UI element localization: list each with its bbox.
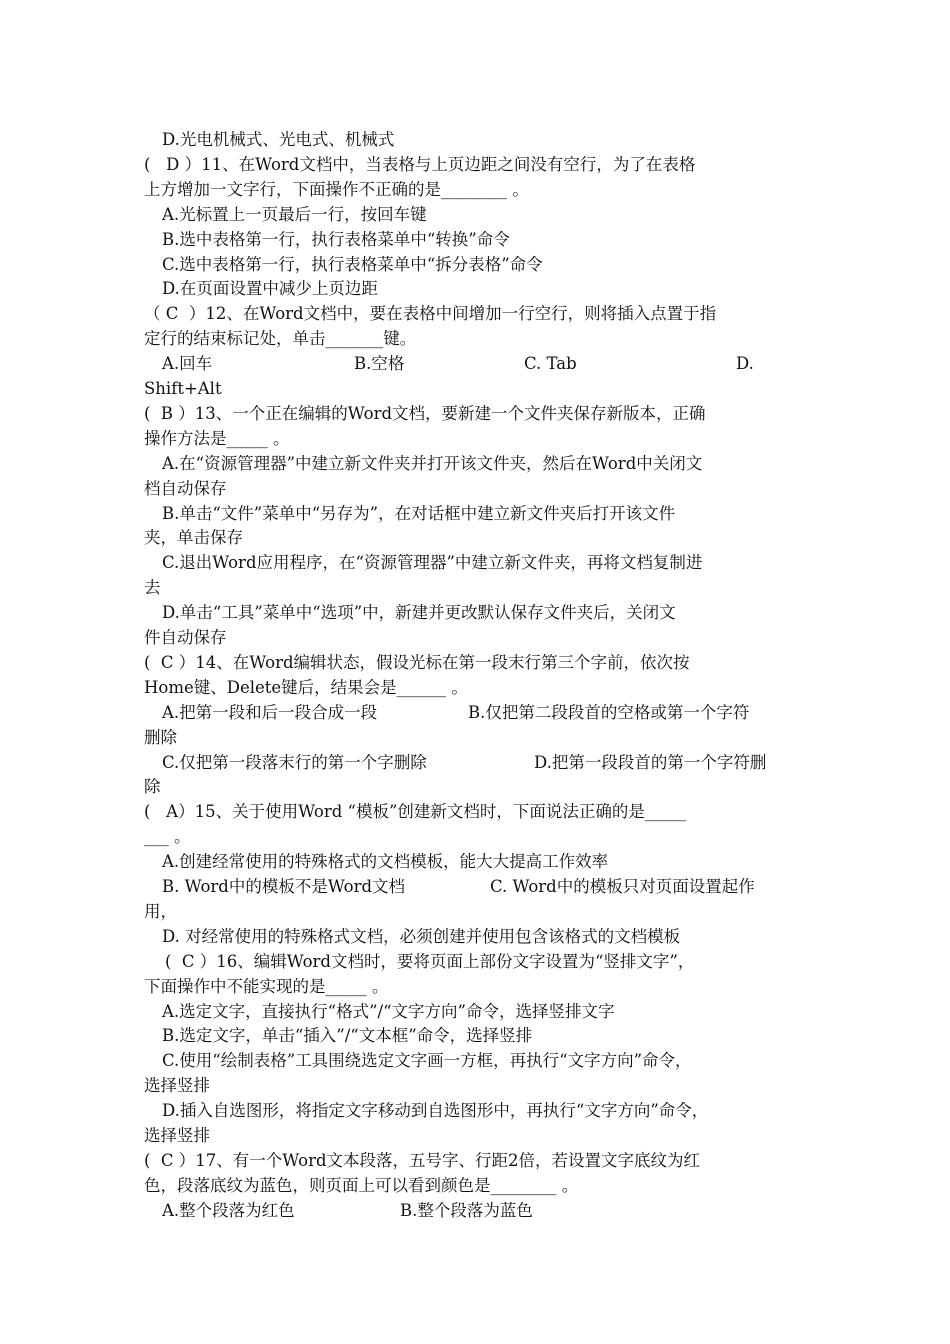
text-line: D. 对经常使用的特殊格式文档，必须创建并使用包含该格式的文档模板: [162, 926, 681, 946]
option-text: B.仅把第二段段首的空格或第一个字符: [468, 702, 750, 722]
text-line: D.单击“工具”菜单中“选项”中，新建并更改默认保存文件夹后，关闭文: [162, 603, 676, 623]
text-line: D.光电机械式、光电式、机械式: [162, 130, 395, 149]
text-line: [162, 700, 814, 725]
text-line: C.退出Word应用程序，在“资源管理器”中建立新文件夹，再将文档复制进: [162, 553, 703, 573]
text-line: 选择竖排: [144, 1126, 210, 1145]
option-text: D.把第一段段首的第一个字符删: [534, 752, 767, 772]
option-text: B.空格: [354, 354, 405, 374]
option-text: C.仅把第一段落末行的第一个字删除: [162, 752, 427, 772]
text-line: 定行的结束标记处，单击_______键。: [144, 329, 417, 349]
text-line: ( B ）13、一个正在编辑的Word文档，要新建一个文件夹保存新版本，正确: [144, 403, 706, 423]
text-line: [162, 351, 814, 376]
text-line: Shift+Alt: [144, 379, 222, 398]
text-line: ( C ）16、编辑Word文档时，要将页面上部份文字设置为“竖排文字”，: [144, 951, 695, 971]
text-line: B.单击“文件”菜单中“另存为”，在对话框中建立新文件夹后打开该文件: [162, 503, 676, 523]
text-line: 档自动保存: [144, 478, 227, 498]
option-text: A.整个段落为红色: [162, 1200, 295, 1220]
text-line: A.在“资源管理器”中建立新文件夹并打开该文件夹，然后在Word中关闭文: [162, 453, 703, 473]
option-text: D.: [736, 354, 754, 374]
option-text: C. Tab: [524, 354, 577, 374]
option-text: A.把第一段和后一段合成一段: [162, 702, 378, 722]
text-line: ( D ）11、在Word文档中，当表格与上页边距之间没有空行，为了在表格: [144, 154, 696, 174]
text-line: D.插入自选图形，将指定文字移动到自选图形中，再执行“文字方向”命令，: [162, 1101, 709, 1121]
text-line: A.创建经常使用的特殊格式的文档模板，能大大提高工作效率: [162, 852, 609, 872]
text-line: 件自动保存: [144, 628, 227, 647]
text-line: ( C ）17、有一个Word文本段落，五号字、行距2倍，若设置文字底纹为红: [144, 1150, 701, 1170]
text-line: [162, 874, 814, 899]
text-line: A.光标置上一页最后一行，按回车键: [162, 204, 427, 224]
text-line: ( C ）14、在Word编辑状态，假设光标在第一段末行第三个字前，依次按: [144, 652, 690, 672]
text-line: B.选中表格第一行，执行表格菜单中“转换”命令: [162, 229, 510, 249]
text-line: D.在页面设置中减少上页边距: [162, 279, 378, 299]
text-line: 上方增加一文字行，下面操作不正确的是________ 。: [144, 179, 529, 199]
option-text: A.回车: [162, 354, 213, 374]
text-line: C.选中表格第一行，执行表格菜单中“拆分表格”命令: [162, 254, 543, 274]
text-line: 除: [144, 777, 161, 797]
text-line: [162, 750, 814, 775]
option-text: C. Word中的模板只对页面设置起作: [490, 877, 755, 896]
text-line: A.选定文字，直接执行“格式”/“文字方向”命令，选择竖排文字: [162, 1001, 615, 1021]
text-line: 操作方法是_____ 。: [144, 428, 290, 448]
text-line: 删除: [144, 727, 177, 747]
text-line: B.选定文字，单击“插入”/“文本框”命令，选择竖排: [162, 1026, 533, 1046]
text-line: Home键、Delete键后，结果会是______ 。: [144, 677, 468, 697]
text-line: 夹，单击保存: [144, 528, 243, 548]
text-line: 下面操作中不能实现的是_____ 。: [144, 976, 389, 996]
text-line: ___ 。: [144, 827, 191, 847]
text-line: 选择竖排: [144, 1076, 210, 1096]
text-line: 用，: [144, 901, 177, 921]
text-line: 色，段落底纹为蓝色，则页面上可以看到颜色是________ 。: [144, 1175, 579, 1195]
text-line: C.使用“绘制表格”工具围绕选定文字画一方框，再执行“文字方向”命令，: [162, 1051, 692, 1071]
text-line: ( A）15、关于使用Word “模板”创建新文档时，下面说法正确的是_____: [144, 802, 687, 822]
option-text: B. Word中的模板不是Word文档: [162, 877, 406, 896]
option-text: B.整个段落为蓝色: [400, 1200, 533, 1220]
text-line: （ C ）12、在Word文档中，要在表格中间增加一行空行，则将插入点置于指: [144, 304, 717, 324]
text-line: 去: [144, 578, 161, 598]
text-line: [162, 1198, 814, 1223]
